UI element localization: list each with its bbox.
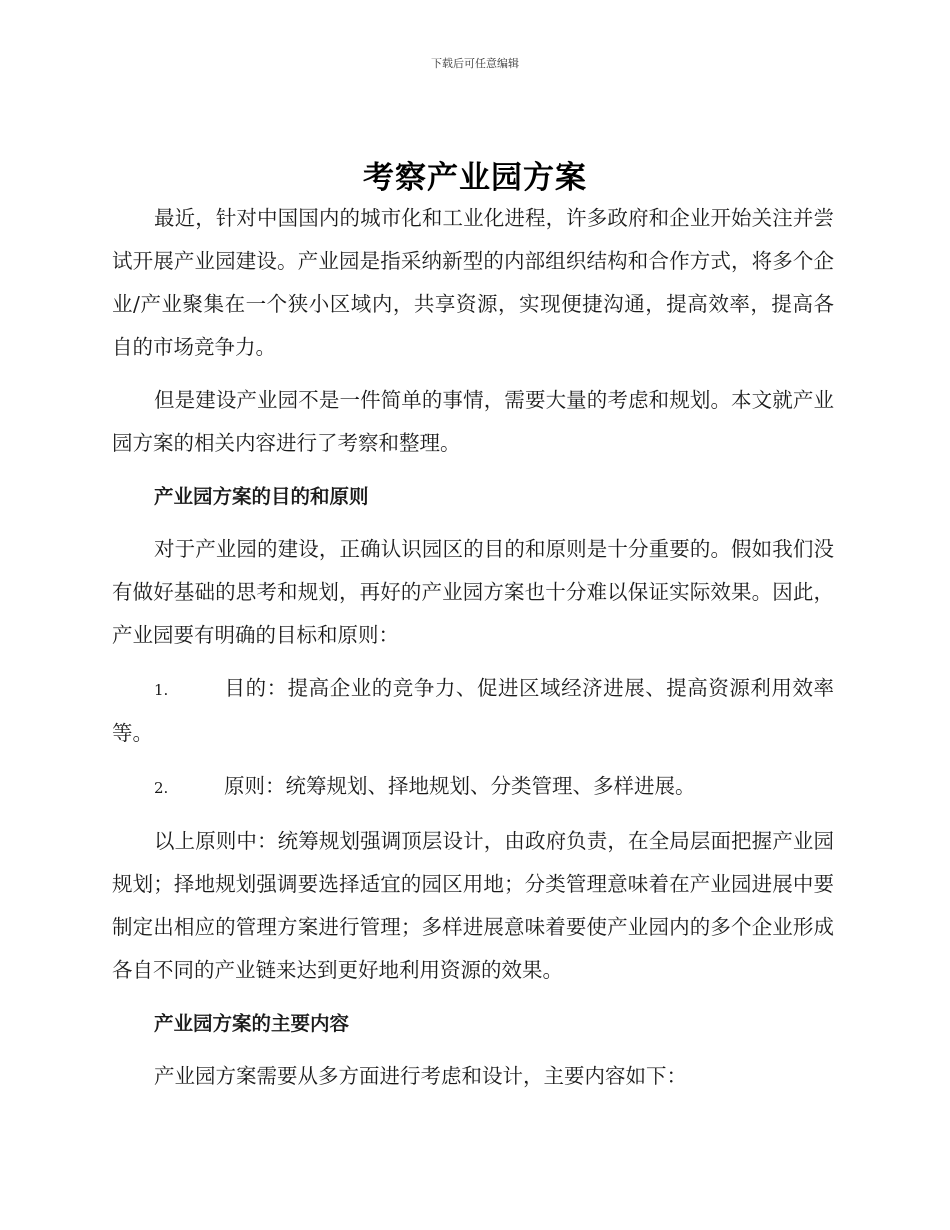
section-heading-goals: 产业园方案的目的和原则: [154, 485, 369, 508]
list-item: [112, 765, 834, 810]
list-number: 2.: [154, 779, 169, 797]
list-item: [112, 667, 834, 755]
list-text: 原则：统筹规划、择地规划、分类管理、多样进展。: [224, 774, 696, 798]
document-body: [112, 197, 834, 1108]
paragraph-intro: 最近，针对中国国内的城市化和工业化进程，许多政府和企业开始关注并尝试开展产业园建设。产业园是指采纳新型的内部组织结构和合作方式，将多个企业/产业聚集在一个狭小区域内，共享资源，实现便捷沟通，提高效率，提高各自的市场竞争力。: [112, 206, 834, 359]
paragraph-content: 产业园方案需要从多方面进行考虑和设计，主要内容如下：: [154, 1064, 687, 1088]
paragraph-principles: 以上原则中：统筹规划强调顶层设计，由政府负责，在全局层面把握产业园规划；择地规划强调要选择适宜的园区用地；分类管理意味着在产业园进展中要制定出相应的管理方案进行管理；多样进展意味着要使产业园内的多个企业形成各自不同的产业链来达到更好地利用资源的效果。: [112, 829, 834, 982]
list-text: 目的：提高企业的竞争力、促进区域经济进展、提高资源利用效率等。: [112, 676, 834, 745]
paragraph-goals: 对于产业园的建设，正确认识园区的目的和原则是十分重要的。假如我们没有做好基础的思考和规划，再好的产业园方案也十分难以保证实际效果。因此，产业园要有明确的目标和原则：: [112, 537, 834, 647]
list-number: 1.: [154, 681, 169, 699]
paragraph-purpose: 但是建设产业园不是一件简单的事情，需要大量的考虑和规划。本文就产业园方案的相关内容进行了考察和整理。: [112, 388, 834, 455]
section-heading-content: 产业园方案的主要内容: [154, 1012, 350, 1035]
document-title: 考察产业园方案: [363, 160, 587, 196]
header-note: 下载后可任意编辑: [431, 57, 519, 70]
